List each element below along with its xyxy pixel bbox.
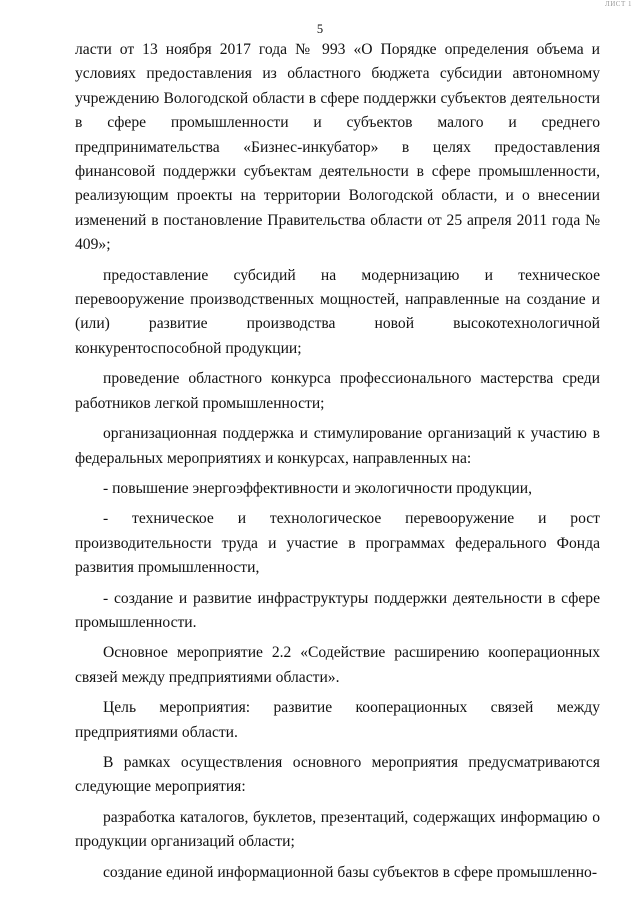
sheet-mark: ЛИСТ 1 — [605, 0, 632, 8]
paragraph-catalogs: разработка каталогов, буклетов, презентаций, содержащих информацию о продукции организаций области; — [75, 808, 600, 851]
paragraph-subsidies-modernization: предоставление субсидий на модернизацию и техническое перевооружение производственных мощностей, направленные на создание и (или) развитие производства новой высокотехнологичной конкурентоспособной продукции; — [75, 266, 600, 357]
paragraph-continuation: ласти от 13 ноября 2017 года № 993 «О Порядке определения объема и условиях предоставления из областного бюджета субсидии автономному учреждению Вологодской области в сфере поддержки субъектов деятельности в сфере промышленности и субъектов малого и среднего предпринимательства «Бизнес-инкубатор» в целях предоставления финансовой поддержки субъектам деятельности в сфере промышленности, реализующим проекты на территории Вологодской области, и о внесении изменений в постановление Правительства области от 25 апреля 2011 года № 409»; — [75, 41, 600, 254]
paragraph-activity-goal: Цель мероприятия: развитие кооперационных связей между предприятиями области. — [75, 699, 600, 741]
page-number: 5 — [316, 22, 324, 36]
document-body — [75, 38, 600, 891]
paragraph-organizational-support: организационная поддержка и стимулирование организаций к участию в федеральных мероприятиях и конкурсах, направленных на: — [75, 425, 600, 467]
list-item-technical-reequipment: - техническое и технологическое перевооружение и рост производительности труда и участие в программах федерального Фонда развития промышленности, — [75, 510, 600, 577]
list-item-infrastructure: - создание и развитие инфраструктуры поддержки деятельности в сфере промышленности. — [75, 589, 600, 631]
paragraph-main-activity-2-2: Основное мероприятие 2.2 «Содействие расширению кооперационных связей между предприятиями области». — [75, 644, 600, 686]
paragraph-information-base: создание единой информационной базы субъектов в сфере промышленно- — [103, 863, 598, 881]
paragraph-activities-intro: В рамках осуществления основного мероприятия предусматриваются следующие мероприятия: — [75, 753, 600, 796]
paragraph-light-industry-contest: проведение областного конкурса профессионального мастерства среди работников легкой промышленности; — [75, 370, 600, 412]
list-item-energy-efficiency: - повышение энергоэффективности и экологичности продукции, — [103, 479, 533, 497]
